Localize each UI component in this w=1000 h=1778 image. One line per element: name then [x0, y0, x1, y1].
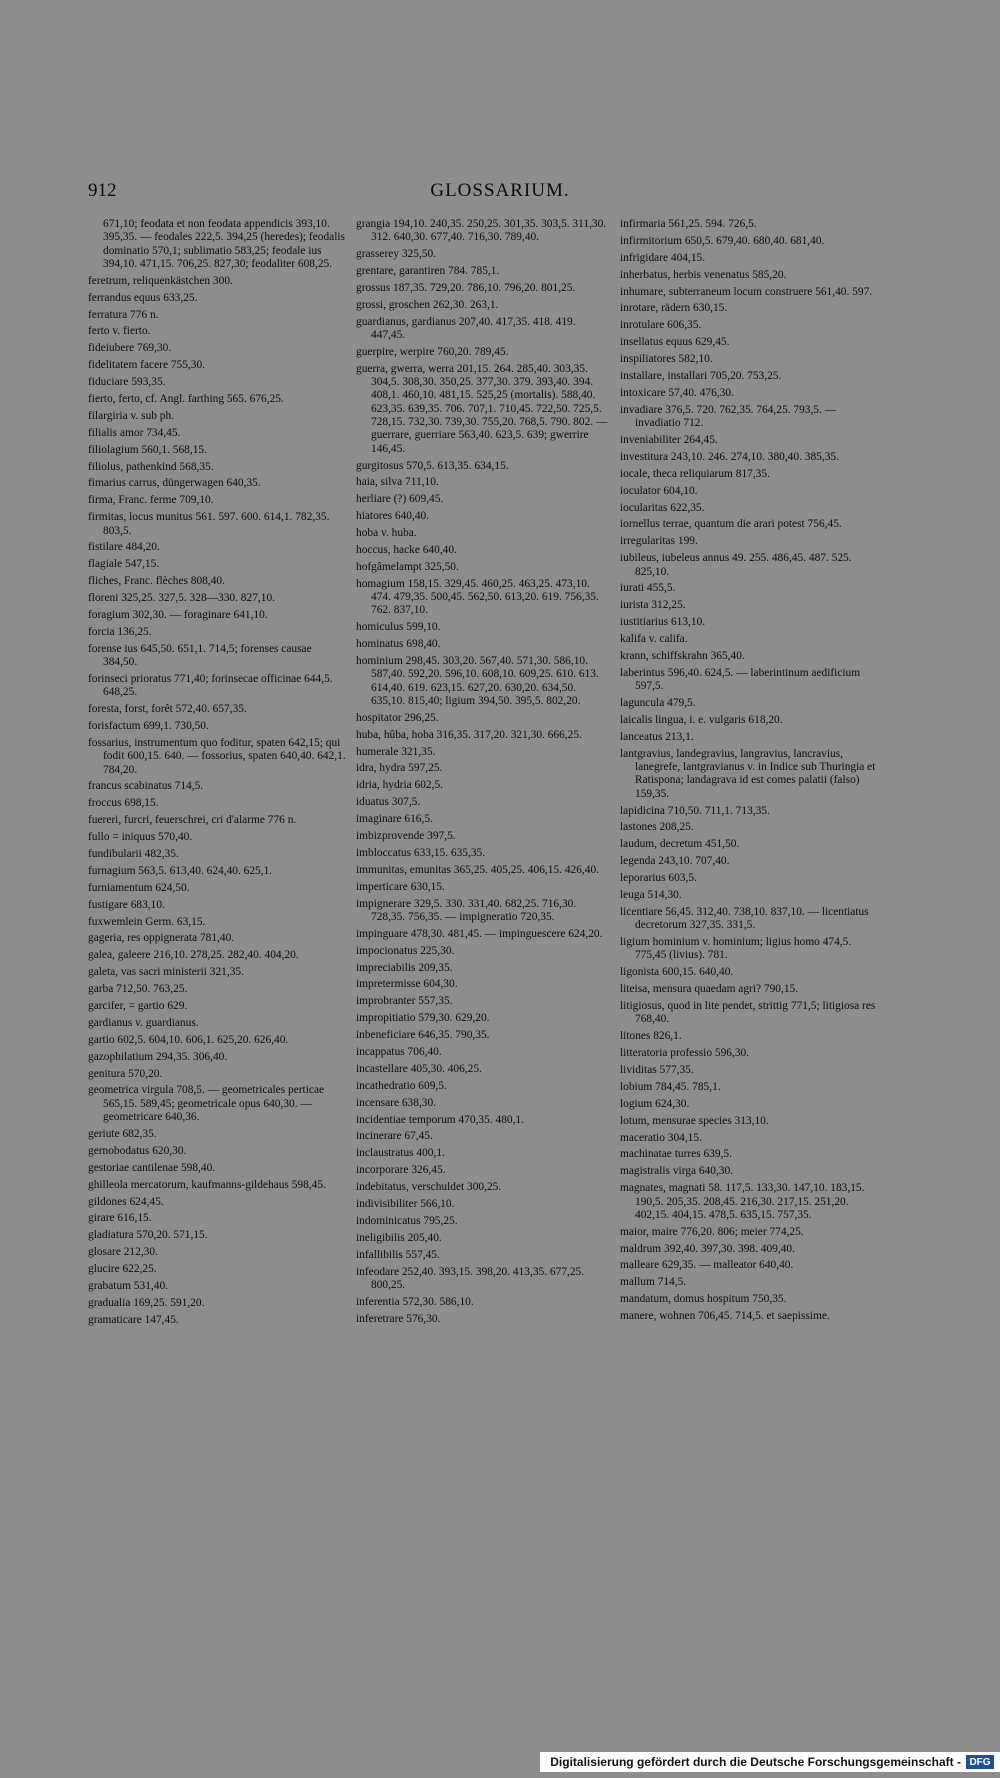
glossary-entry: incidentiae temporum 470,35. 480,1. — [356, 1113, 524, 1126]
glossary-entry: grossus 187,35. 729,20. 786,10. 796,20. 801,25. — [356, 281, 576, 294]
glossary-entry: hoba v. huba. — [356, 527, 417, 540]
glossary-entry: investitura 243,10. 246. 274,10. 380,40. 385,35. — [620, 450, 839, 463]
glossary-entry: furniamentum 624,50. — [88, 881, 190, 894]
glossary-entry: incastellare 405,30. 406,25. — [356, 1062, 482, 1075]
glossary-entry: inveniabiliter 264,45. — [620, 433, 718, 446]
glossary-entry: fliches, Franc. flèches 808,40. — [88, 575, 225, 588]
glossary-entry: indivisibiliter 566,10. — [356, 1198, 455, 1211]
glossary-entry: mandatum, domus hospitum 750,35. — [620, 1293, 787, 1306]
glossary-entry: grentare, garantiren 784. 785,1. — [356, 265, 500, 278]
glossary-entry: incorporare 326,45. — [356, 1164, 446, 1177]
glossary-entry: incinerare 67,45. — [356, 1130, 433, 1143]
glossary-entry: fossarius, instrumentum quo foditur, spaten 642,15; qui fodit 600,15. 640. — fossorius, spaten 640,40. 642,1. 784,20. — [88, 736, 346, 776]
digitization-footer — [540, 1752, 1000, 1772]
glossary-entry: irregularitas 199. — [620, 535, 698, 548]
glossary-entry: impignerare 329,5. 330. 331,40. 682,25. 716,30. 728,35. 756,35. — impigneratio 720,35. — [356, 897, 577, 923]
dfg-logo: DFG — [966, 1755, 994, 1769]
glossary-entry: indebitatus, verschuldet 300,25. — [356, 1181, 502, 1194]
glossary-entry: galea, galeere 216,10. 278,25. 282,40. 404,20. — [88, 949, 299, 962]
page-number: 912 — [88, 180, 117, 201]
glossary-entry: ferratura 776 n. — [88, 308, 159, 321]
glossary-entry: huba, hûba, hoba 316,35. 317,20. 321,30. 666,25. — [356, 728, 582, 741]
glossary-column-2 — [356, 218, 612, 1330]
glossary-entry: gildones 624,45. — [88, 1195, 164, 1208]
glossary-entry: fuxwemlein Germ. 63,15. — [88, 915, 206, 928]
glossary-entry: inhumare, subterraneum locum construere 561,40. 597. — [620, 285, 873, 298]
glossary-entry: fundibularii 482,35. — [88, 847, 179, 860]
glossary-entry: lotum, mensurae species 313,10. — [620, 1114, 769, 1127]
glossary-entry: maceratio 304,15. — [620, 1131, 702, 1144]
glossary-columns — [88, 218, 938, 1558]
glossary-entry: homiculus 599,10. — [356, 621, 441, 634]
glossary-entry: imbloccatus 633,15. 635,35. — [356, 846, 486, 859]
glossary-entry: immunitas, emunitas 365,25. 405,25. 406,15. 426,40. — [356, 863, 599, 876]
glossary-entry: laicalis lingua, i. e. vulgaris 618,20. — [620, 713, 783, 726]
glossary-entry: girare 616,15. — [88, 1212, 152, 1225]
glossary-entry: inrotulare 606,35. — [620, 319, 702, 332]
glossary-entry: ligonista 600,15. 640,40. — [620, 966, 734, 979]
glossary-entry: grangia 194,10. 240,35. 250,25. 301,35. 303,5. 311,30. 312. 640,30. 677,40. 716,30. 789,40. — [356, 218, 607, 244]
glossary-entry: gernobodatus 620,30. — [88, 1144, 187, 1157]
glossary-entry: grabatum 531,40. — [88, 1279, 169, 1292]
glossary-entry: litones 826,1. — [620, 1030, 682, 1043]
glossary-entry: litigiosus, quod in lite pendet, strittig 771,5; litigiosa res 768,40. — [620, 1000, 876, 1026]
glossary-entry: laberintus 596,40. 624,5. — laberintinum aedificium 597,5. — [620, 666, 861, 693]
glossary-entry: galeta, vas sacri ministerii 321,35. — [88, 966, 244, 979]
glossary-entry: idra, hydra 597,25. — [356, 762, 443, 775]
glossary-entry: imperticare 630,15. — [356, 880, 445, 893]
glossary-entry: forense ius 645,50. 651,1. 714,5; forenses causae 384,50. — [88, 642, 312, 669]
glossary-entry: iustitiarius 613,10. — [620, 616, 706, 629]
glossary-entry: inclaustratus 400,1. — [356, 1147, 445, 1160]
glossary-entry: mallum 714,5. — [620, 1276, 687, 1289]
glossary-entry: fullo = iniquus 570,40. — [88, 831, 193, 844]
glossary-entry: incappatus 706,40. — [356, 1046, 442, 1058]
glossary-entry: krann, schiffskrahn 365,40. — [620, 649, 745, 662]
glossary-entry: lividitas 577,35. — [620, 1063, 694, 1076]
glossary-entry: impreciabilis 209,35. — [356, 961, 453, 974]
glossary-entry: hiatores 640,40. — [356, 510, 430, 523]
glossary-entry: genitura 570,20. — [88, 1067, 163, 1080]
glossary-entry: gurgitosus 570,5. 613,35. 634,15. — [356, 459, 509, 472]
glossary-entry: gageria, res oppignerata 781,40. — [88, 932, 235, 945]
glossary-entry: fierto, ferto, cf. Angl. farthing 565. 676,25. — [88, 393, 284, 406]
glossary-entry: malleare 629,35. — malleator 640,40. — [620, 1259, 794, 1272]
glossary-column-1 — [88, 218, 346, 1331]
glossary-entry: iduatus 307,5. — [356, 796, 421, 809]
glossary-entry: improbranter 557,35. — [356, 995, 453, 1008]
glossary-entry: foresta, forst, forêt 572,40. 657,35. — [88, 703, 247, 716]
glossary-entry: infrigidare 404,15. — [620, 251, 706, 264]
glossary-entry: leporarius 603,5. — [620, 872, 697, 885]
glossary-entry: haia, silva 711,10. — [356, 476, 439, 489]
glossary-entry: impocionatus 225,30. — [356, 944, 455, 957]
glossary-entry: iurati 455,5. — [620, 582, 676, 595]
glossary-entry: manere, wohnen 706,45. 714,5. et saepissime. — [620, 1310, 830, 1323]
glossary-entry: foragium 302,30. — foraginare 641,10. — [88, 609, 268, 621]
glossary-entry: hoccus, hacke 640,40. — [356, 543, 457, 556]
glossary-entry: fiduciare 593,35. — [88, 376, 166, 389]
glossary-entry: gladiatura 570,20. 571,15. — [88, 1229, 208, 1242]
glossary-entry: fustigare 683,10. — [88, 898, 165, 911]
glossary-entry: furnagium 563,5. 613,40. 624,40. 625,1. — [88, 864, 273, 877]
glossary-entry: filargiria v. sub ph. — [88, 409, 175, 422]
glossary-entry: grasserey 325,50. — [356, 248, 437, 261]
glossary-entry: installare, installari 705,20. 753,25. — [620, 370, 782, 383]
glossary-entry: fideiubere 769,30. — [88, 342, 172, 355]
glossary-entry: grossi, groschen 262,30. 263,1. — [356, 298, 499, 311]
glossary-entry: forinseci prioratus 771,40; forinsecae officinae 644,5. 648,25. — [88, 672, 333, 699]
glossary-entry: gardianus v. guardianus. — [88, 1016, 199, 1029]
glossary-entry: iubileus, iubeleus annus 49. 255. 486,45. 487. 525. 825,10. — [620, 552, 852, 578]
glossary-entry: 671,10; feodata et non feodata appendicis 393,10. 395,35. — feodales 222,5. 394,25 (heredes); feodalis dominatio 570,1; sublimatio 583,25; feodale ius 394,10. 471,15. 706,25. 827,30; feodaliter 608,25. — [103, 218, 345, 270]
glossary-entry: flagiale 547,15. — [88, 558, 160, 571]
glossary-entry: lastones 208,25. — [620, 821, 694, 834]
footer-credit: Digitalisierung gefördert durch die Deutsche Forschungsgemeinschaft - — [550, 1755, 961, 1769]
glossary-entry: gramaticare 147,45. — [88, 1313, 179, 1326]
glossary-entry: magnates, magnati 58. 117,5. 133,30. 147,10. 183,15. 190,5. 205,35. 208,45. 216,30. 217,15. 251,20. 402,15. 404,15. 478,5. 635,15. 757,35. — [620, 1182, 865, 1221]
glossary-entry: filiolagium 560,1. 568,15. — [88, 443, 207, 456]
glossary-entry: insellatus equus 629,45. — [620, 336, 730, 349]
glossary-entry: lantgravius, landegravius, langravius, lancravius, lanegrefe, lantgravianus v. in Indice sub Thuringia et Ratispona; landagrava id est comes palatii (falso) 159,35. — [620, 747, 876, 800]
glossary-entry: gradualia 169,25. 591,20. — [88, 1296, 205, 1309]
glossary-entry: fidelitatem facere 755,30. — [88, 359, 206, 372]
glossary-entry: maior, maire 776,20. 806; meier 774,25. — [620, 1225, 804, 1238]
glossary-entry: floreni 325,25. 327,5. 328—330. 827,10. — [88, 592, 275, 605]
glossary-entry: ioculator 604,10. — [620, 484, 698, 497]
glossary-entry: maldrum 392,40. 397,30. 398. 409,40. — [620, 1242, 795, 1255]
glossary-entry: gestoriae cantilenae 598,40. — [88, 1161, 216, 1174]
glossary-entry: lapidicina 710,50. 711,1. 713,35. — [620, 804, 770, 817]
glossary-entry: glosare 212,30. — [88, 1246, 158, 1259]
glossary-entry: ineligibilis 205,40. — [356, 1231, 442, 1244]
glossary-entry: hominatus 698,40. — [356, 638, 441, 651]
glossary-entry: infeodare 252,40. 393,15. 398,20. 413,35. 677,25. 800,25. — [356, 1265, 585, 1291]
glossary-entry: inferetrare 576,30. — [356, 1312, 441, 1325]
running-title: GLOSSARIUM. — [430, 180, 570, 201]
glossary-entry: magistralis virga 640,30. — [620, 1165, 734, 1178]
glossary-entry: inspiliatores 582,10. — [620, 353, 713, 366]
glossary-entry: indominicatus 795,25. — [356, 1214, 458, 1227]
glossary-entry: lanceatus 213,1. — [620, 730, 694, 743]
glossary-entry: intoxicare 57,40. 476,30. — [620, 386, 734, 399]
glossary-entry: gazophilatium 294,35. 306,40. — [88, 1050, 228, 1063]
glossary-entry: iornellus terrae, quantum die arari potest 756,45. — [620, 518, 842, 531]
glossary-entry: hospitator 296,25. — [356, 711, 439, 724]
glossary-entry: iocularitas 622,35. — [620, 501, 705, 514]
glossary-entry: inrotare, rädern 630,15. — [620, 302, 728, 315]
glossary-entry: froccus 698,15. — [88, 797, 159, 810]
glossary-entry: infirmitorium 650,5. 679,40. 680,40. 681,40. — [620, 234, 825, 247]
glossary-entry: machinatae turres 639,5. — [620, 1148, 732, 1161]
glossary-entry: litteratoria professio 596,30. — [620, 1047, 750, 1060]
glossary-entry: lobium 784,45. 785,1. — [620, 1080, 721, 1093]
glossary-entry: infallibilis 557,45. — [356, 1248, 440, 1261]
glossary-entry: iurista 312,25. — [620, 599, 686, 612]
glossary-entry: ferrandus equus 633,25. — [88, 291, 198, 304]
glossary-entry: impretermisse 604,30. — [356, 978, 458, 991]
glossary-entry: firma, Franc. ferme 709,10. — [88, 494, 214, 507]
glossary-entry: homagium 158,15. 329,45. 460,25. 463,25. 473,10. 474. 479,35. 500,45. 562,50. 613,20. 619. 756,35. 762. 837,10. — [356, 577, 599, 617]
page-header — [0, 180, 1000, 206]
glossary-entry: garcifer, = gartio 629. — [88, 1000, 188, 1012]
glossary-entry: francus scabinatus 714,5. — [88, 780, 204, 793]
glossary-entry: firmitas, locus munitus 561. 597. 600. 614,1. 782,35. 803,5. — [88, 511, 330, 537]
glossary-entry: imbizprovende 397,5. — [356, 830, 456, 843]
glossary-entry: inferentia 572,30. 586,10. — [356, 1295, 474, 1308]
glossary-entry: garba 712,50. 763,25. — [88, 983, 188, 996]
glossary-entry: feretrum, reliquenkästchen 300. — [88, 274, 233, 287]
glossary-entry: logium 624,30. — [620, 1097, 690, 1110]
glossary-entry: laudum, decretum 451,50. — [620, 838, 740, 851]
glossary-entry: incathedratio 609,5. — [356, 1079, 447, 1092]
glossary-entry: inherbatus, herbis venenatus 585,20. — [620, 268, 787, 281]
glossary-entry: kalifa v. califa. — [620, 633, 688, 646]
glossary-entry: forisfactum 699,1. 730,50. — [88, 720, 209, 733]
glossary-entry: ligium hominium v. hominium; ligius homo 474,5. 775,45 (livius). 781. — [620, 936, 852, 962]
glossary-entry: forcia 136,25. — [88, 625, 152, 638]
glossary-entry: guardianus, gardianus 207,40. 417,35. 418. 419. 447,45. — [356, 315, 576, 342]
glossary-entry: guerra, gwerra, werra 201,15. 264. 285,40. 303,35. 304,5. 308,30. 350,25. 377,30. 379. 393,40. 394. 408,1. 460,10. 481,15. 525,25 (mortalis). 588,40. 623,35. 639,35. 706. 707,1. 710,45. 722,50. 725,5. 728,15. 732,30. 739,30. 755,20. 768,5. 790. 802. — guerrare, guerriare 563,40. 623,5. 639; gwerrire 146,45. — [356, 362, 608, 455]
glossary-entry: impinguare 478,30. 481,45. — impinguescere 624,20. — [356, 927, 603, 940]
glossary-entry: hominium 298,45. 303,20. 567,40. 571,30. 586,10. 587,40. 592,20. 596,10. 608,10. 609,25. 610. 613. 614,40. 619. 623,15. 627,20. 630,20. 634,50. 635,10. 815,40; ligium 394,50. 395,5. 802,20. — [356, 655, 599, 707]
glossary-entry: licentiare 56,45. 312,40. 738,10. 837,10. — licentiatus decretorum 327,35. 331,5. — [620, 905, 869, 932]
glossary-entry: legenda 243,10. 707,40. — [620, 855, 730, 868]
glossary-entry: invadiare 376,5. 720. 762,35. 764,25. 793,5. — invadiatio 712. — [620, 403, 837, 430]
glossary-entry: glucire 622,25. — [88, 1263, 157, 1276]
glossary-entry: impropitiatio 579,30. 629,20. — [356, 1012, 490, 1025]
glossary-entry: iocale, theca reliquiarum 817,35. — [620, 467, 770, 480]
glossary-entry: hofgâmelampt 325,50. — [356, 560, 459, 573]
glossary-column-3 — [620, 218, 880, 1327]
glossary-entry: infirmaria 561,25. 594. 726,5. — [620, 218, 757, 230]
glossary-entry: filialis amor 734,45. — [88, 426, 181, 439]
glossary-entry: ferto v. fierto. — [88, 325, 151, 338]
glossary-entry: incensare 638,30. — [356, 1096, 437, 1109]
glossary-entry: laguncula 479,5. — [620, 697, 696, 710]
glossary-entry: geriute 682,35. — [88, 1127, 157, 1140]
glossary-entry: liteisa, mensura quaedam agri? 790,15. — [620, 983, 799, 996]
glossary-entry: idria, hydria 602,5. — [356, 779, 443, 792]
glossary-entry: filiolus, pathenkind 568,35. — [88, 460, 214, 473]
glossary-entry: herliare (?) 609,45. — [356, 493, 444, 506]
glossary-entry: fistilare 484,20. — [88, 541, 160, 554]
glossary-entry: gartio 602,5. 604,10. 606,1. 625,20. 626,40. — [88, 1033, 289, 1046]
glossary-entry: humerale 321,35. — [356, 745, 436, 758]
glossary-entry: fimarius carrus, düngerwagen 640,35. — [88, 477, 261, 490]
glossary-entry: imaginare 616,5. — [356, 813, 433, 826]
glossary-entry: inbeneficiare 646,35. 790,35. — [356, 1029, 490, 1042]
glossary-entry: guerpire, werpire 760,20. 789,45. — [356, 345, 509, 358]
glossary-entry: ghilleola mercatorum, kaufmanns-gildehaus 598,45. — [88, 1178, 326, 1191]
glossary-entry: fuereri, furcri, feuerschrei, cri d'alarme 776 n. — [88, 814, 297, 827]
glossary-entry: geometrica virgula 708,5. — geometricales perticae 565,15. 589,45; geometricale opus 640,30. — geometricare 640,36. — [88, 1084, 325, 1124]
glossary-entry: leuga 514,30. — [620, 888, 682, 901]
